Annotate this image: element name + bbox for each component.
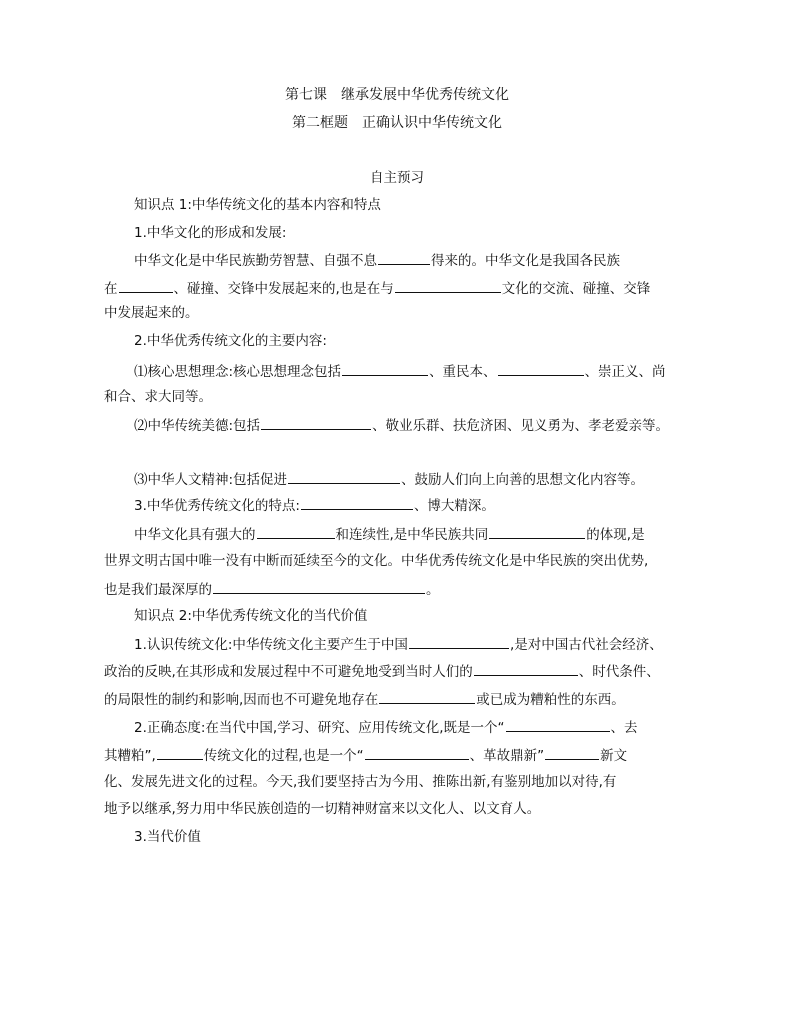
paragraph-line [104,660,660,682]
fill-blank [409,633,509,649]
subsection-2-heading: 2.中华优秀传统文化的主要内容: [134,333,327,349]
text-fragment: 、革故鼎新” [469,748,545,764]
paragraph-line [104,688,625,710]
subsection-3-heading [134,494,495,516]
section-title: 自主预习 [370,170,424,186]
paragraph-line: 和合、求大同等。 [104,389,212,405]
fill-blank [474,660,578,676]
text-fragment: 在 [104,281,118,297]
text-fragment: 传统文化的过程,也是一个“ [203,748,364,764]
paragraph-line: 地予以继承,努力用中华民族创造的一切精神财富来以文化人、以文育人。 [104,801,541,817]
text-fragment: 的体现,是 [586,527,645,543]
fill-blank [506,716,610,732]
fill-blank [288,468,400,484]
text-fragment: 、碰撞、交锋中发展起来的,也是在与 [173,281,394,297]
text-fragment: ⑴核心思想理念:核心思想理念包括 [134,364,342,380]
text-fragment: 2.正确态度:在当代中国,学习、研究、应用传统文化,既是一个“ [134,720,505,736]
fill-blank [157,744,203,760]
text-fragment: 3.中华优秀传统文化的特点: [134,498,300,514]
fill-blank [257,523,335,539]
text-fragment: 政治的反映,在其形成和发展过程中不可避免地受到当时人们的 [104,664,473,680]
subsection-1-heading: 1.中华文化的形成和发展: [134,225,287,241]
text-fragment: ⑵中华传统美德:包括 [134,418,261,434]
fill-blank [378,249,430,265]
fill-blank [342,360,428,376]
text-fragment: 、去 [610,720,638,736]
fill-blank [365,744,469,760]
fill-blank [379,688,475,704]
text-fragment: 或已成为糟粕性的东西。 [476,692,625,708]
text-fragment: 文化的交流、碰撞、交锋 [501,281,651,297]
paragraph-line [134,468,644,490]
knowledge-point-1-heading: 知识点 1:中华传统文化的基本内容和特点 [134,197,381,213]
paragraph-line [134,249,620,271]
paragraph-line [134,360,666,382]
text-fragment: 中华文化是中华民族勤劳智慧、自强不息 [134,253,377,269]
fill-blank [119,277,173,293]
paragraph-line [134,523,645,545]
text-fragment: 新文 [600,748,628,764]
paragraph-line: 化、发展先进文化的过程。今天,我们要坚持古为今用、推陈出新,有鉴别地加以对待,有 [104,774,617,790]
paragraph-line [104,578,440,600]
text-fragment: 中华文化具有强大的 [134,527,256,543]
text-fragment: 、时代条件、 [578,664,660,680]
text-fragment: 、鼓励人们向上向善的思想文化内容等。 [401,472,645,488]
paragraph-line [134,716,638,738]
paragraph-line [134,414,669,436]
knowledge-point-2-heading: 知识点 2:中华优秀传统文化的当代价值 [134,608,368,624]
paragraph-line [104,277,650,299]
fill-blank [395,277,501,293]
lesson-title: 第七课 继承发展中华优秀传统文化 [285,87,509,103]
paragraph-line: 中发展起来的。 [104,305,199,321]
fill-blank [301,494,413,510]
text-fragment: 其糟粕”, [104,748,156,764]
fill-blank [498,360,584,376]
text-fragment: 、重民本、 [429,364,497,380]
frame-title: 第二框题 正确认识中华传统文化 [292,115,502,131]
text-fragment: 。 [426,582,440,598]
text-fragment: ⑶中华人文精神:包括促进 [134,472,288,488]
text-fragment: 、博大精深。 [413,498,495,514]
fill-blank [489,523,585,539]
paragraph-line [104,744,627,766]
subsection-3-heading: 3.当代价值 [134,829,201,845]
paragraph-line: 世界文明古国中唯一没有中断而延续至今的文化。中华优秀传统文化是中华民族的突出优势, [104,553,649,569]
paragraph-line [134,633,663,655]
text-fragment: 1.认识传统文化:中华传统文化主要产生于中国 [134,637,408,653]
text-fragment: 也是我们最深厚的 [104,582,212,598]
text-fragment: 得来的。中华文化是我国各民族 [431,253,620,269]
fill-blank [545,744,599,760]
text-fragment: 的局限性的制约和影响,因而也不可避免地存在 [104,692,379,708]
text-fragment: 、敬业乐群、扶危济困、见义勇为、孝老爱亲等。 [372,418,670,434]
fill-blank [213,578,425,594]
text-fragment: ,是对中国古代社会经济、 [509,637,663,653]
text-fragment: 、崇正义、尚 [584,364,666,380]
text-fragment: 和连续性,是中华民族共同 [335,527,489,543]
fill-blank [261,414,371,430]
